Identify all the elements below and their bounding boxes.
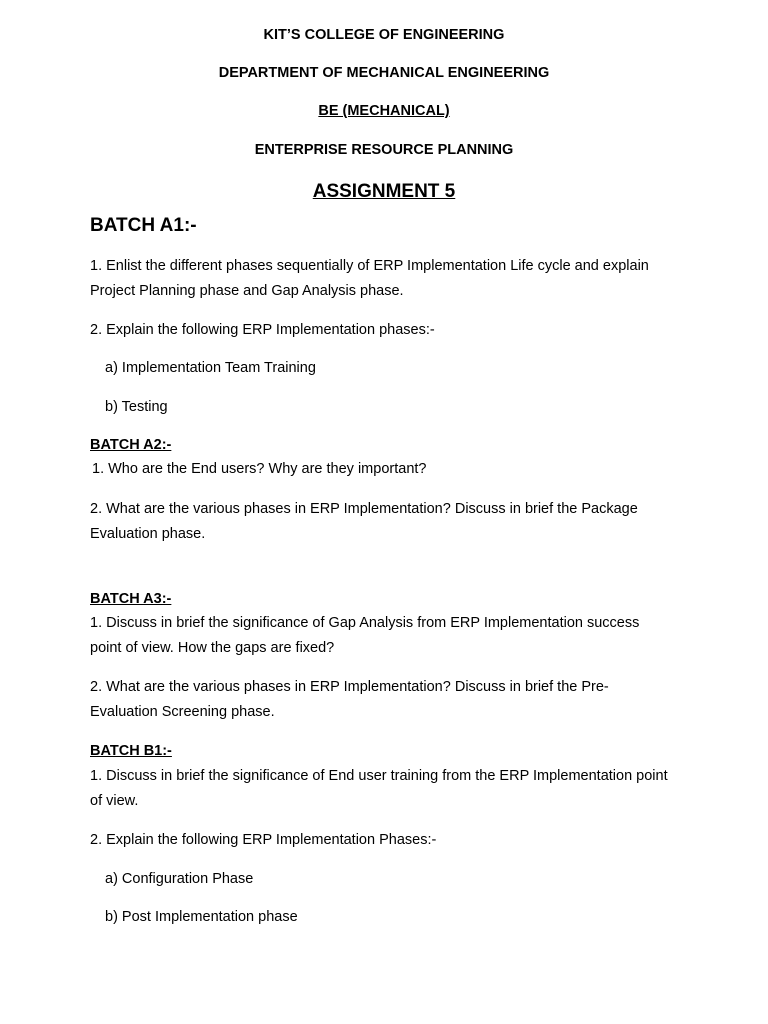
department-name: DEPARTMENT OF MECHANICAL ENGINEERING bbox=[218, 65, 550, 81]
batch-b1-question-2: 2. Explain the following ERP Implementation Phases:- bbox=[90, 832, 437, 848]
batch-a1-question-2b: b) Testing bbox=[105, 399, 168, 415]
program-name: BE (MECHANICAL) bbox=[318, 103, 450, 119]
batch-b1-question-1: 1. Discuss in brief the significance of End user training from the ERP Implementation point of view. bbox=[90, 768, 668, 809]
batch-a2-question-1: 1. Who are the End users? Why are they important? bbox=[92, 461, 427, 477]
batch-a2-heading: BATCH A2:- bbox=[90, 437, 172, 453]
batch-b1-question-2b: b) Post Implementation phase bbox=[105, 909, 298, 925]
batch-b1-question-2a: a) Configuration Phase bbox=[105, 871, 254, 887]
batch-a1-question-1: 1. Enlist the different phases sequentially of ERP Implementation Life cycle and explain Project Planning phase and Gap Analysis phase. bbox=[90, 258, 649, 299]
batch-a3-question-1: 1. Discuss in brief the significance of Gap Analysis from ERP Implementation success point of view. How the gaps are fixed? bbox=[90, 615, 640, 656]
subject-name: ENTERPRISE RESOURCE PLANNING bbox=[254, 142, 514, 158]
batch-a1-question-2a: a) Implementation Team Training bbox=[105, 360, 316, 376]
batch-a3-question-2: 2. What are the various phases in ERP Implementation? Discuss in brief the Pre-Evaluation Screening phase. bbox=[90, 679, 609, 720]
batch-a1-question-2: 2. Explain the following ERP Implementation phases:- bbox=[90, 322, 435, 338]
college-name: KIT’S COLLEGE OF ENGINEERING bbox=[263, 27, 505, 43]
batch-b1-heading: BATCH B1:- bbox=[90, 743, 172, 759]
batch-a2-question-2: 2. What are the various phases in ERP Implementation? Discuss in brief the Package Evaluation phase. bbox=[90, 501, 638, 542]
assignment-title: ASSIGNMENT 5 bbox=[312, 181, 456, 202]
batch-a3-heading: BATCH A3:- bbox=[90, 591, 172, 607]
batch-a1-heading: BATCH A1:- bbox=[90, 215, 197, 236]
